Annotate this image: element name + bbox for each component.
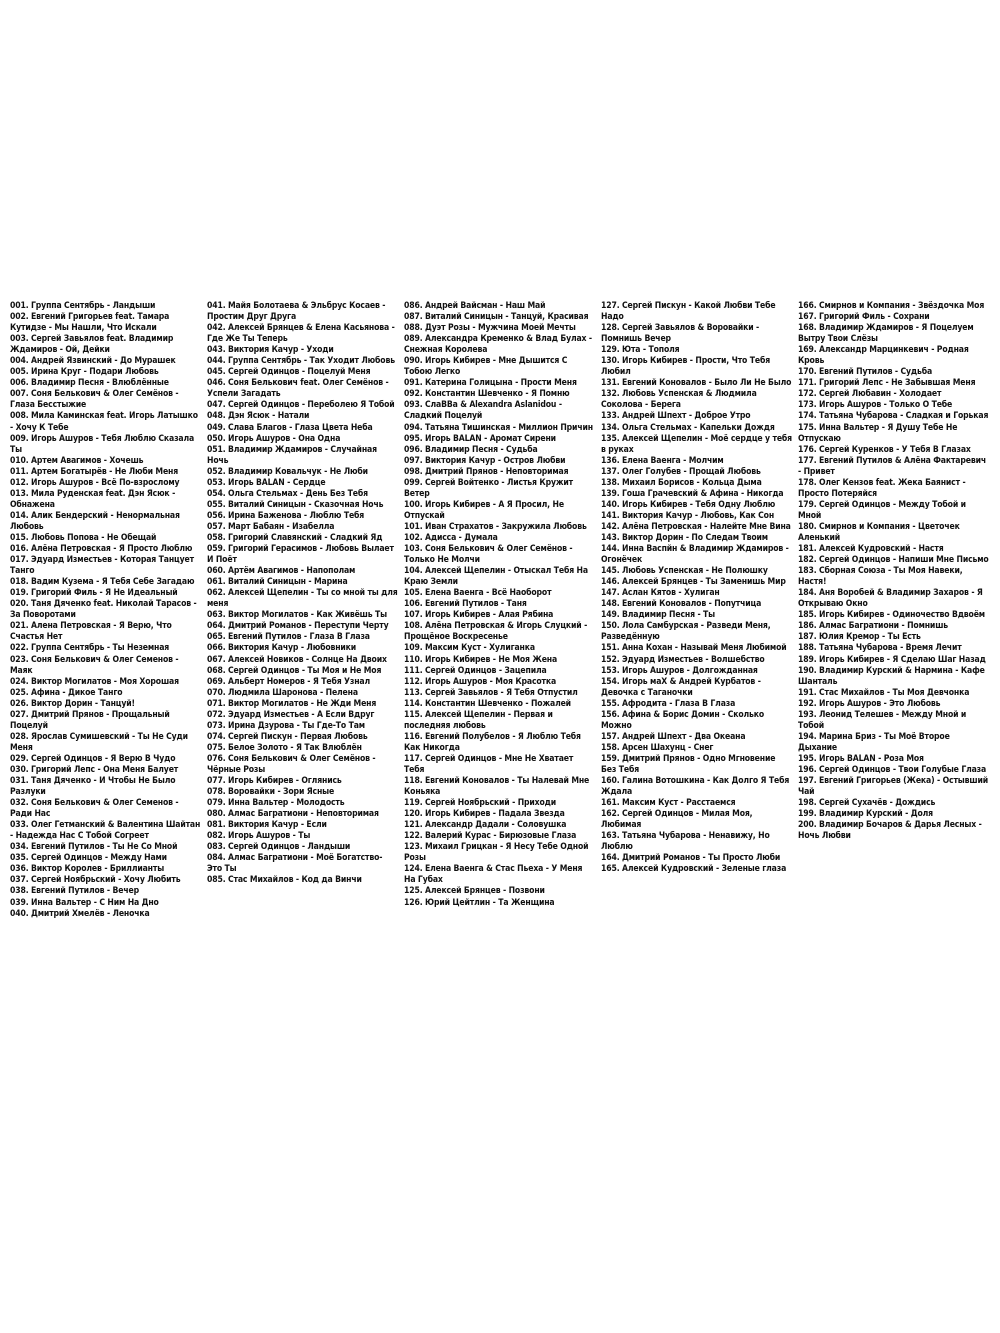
track-entry: 193. Леонид Телешев - Между Мной и Тобой [798, 709, 967, 731]
track-entry: 170. Евгений Путилов - Судьба [798, 367, 933, 378]
track-entry: 165. Алексей Кудровский - Зеленые глаза [601, 864, 787, 875]
track-entry: 150. Лола Самбурская - Разведи Меня, Разведённую [601, 621, 771, 643]
track-entry: 148. Евгений Коновалов - Попутчица [601, 599, 762, 610]
track-entry: 124. Елена Ваенга & Стас Пьеха - У Меня На Губах [404, 864, 583, 886]
track-entry: 001. Группа Сентябрь - Ландыши [10, 301, 156, 311]
track-entry: 200. Владимир Бочаров & Дарья Лесных - Ночь Любви [798, 820, 982, 842]
tracklist-column-2 [207, 301, 404, 1041]
track-entry: 189. Игорь Кибирев - Я Сделаю Шаг Назад [798, 654, 986, 665]
track-entry: 141. Виктория Качур - Любовь, Как Сон [601, 510, 775, 521]
track-entry: 063. Виктор Могилатов - Как Живёшь Ты [207, 610, 387, 621]
track-entry: 178. Олег Кензов feat. Жека Баянист - Просто Потеряйся [798, 477, 966, 499]
track-entry: 139. Гоша Грачевский & Афина - Никогда [601, 488, 784, 499]
track-entry: 136. Елена Ваенга - Молчим [601, 455, 724, 466]
track-entry: 137. Олег Голубев - Прощай Любовь [601, 466, 761, 477]
track-entry: 012. Игорь Ашуров - Всё По-взрослому [10, 477, 180, 488]
track-entry: 013. Мила Руденская feat. Дэн Ясюк - Обнажена [10, 488, 176, 510]
track-entry: 009. Игорь Ашуров - Тебя Люблю Сказала Ты [10, 433, 195, 455]
track-entry: 047. Сергей Одинцов - Переболею Я Тобой [207, 400, 395, 411]
track-entry: 087. Виталий Синицын - Танцуй, Красивая [404, 312, 589, 323]
track-entry: 111. Сергей Одинцов - Зацепила [404, 665, 547, 676]
track-entry: 011. Артем Богатырёв - Не Люби Меня [10, 466, 179, 477]
track-entry: 162. Сергей Одинцов - Милая Моя, Любимая [601, 809, 753, 831]
track-entry: 021. Алена Петровская - Я Верю, Что Счастья Нет [10, 621, 172, 643]
track-entry: 147. Аслан Кятов - Хулиган [601, 588, 720, 599]
track-entry: 005. Ирина Круг - Подари Любовь [10, 367, 159, 378]
track-entry: 016. Алёна Петровская - Я Просто Люблю [10, 544, 193, 555]
track-entry: 196. Сергей Одинцов - Твои Голубые Глаза [798, 764, 987, 775]
track-entry: 010. Артем Авагимов - Хочешь [10, 455, 144, 466]
track-entry: 059. Григорий Герасимов - Любовь Вылает И Поёт [207, 544, 394, 566]
track-entry: 160. Галина Вотошкина - Как Долго Я Тебя Ждала [601, 776, 790, 798]
track-entry: 153. Игорь Ашуров - Долгожданная [601, 665, 758, 676]
track-entry: 117. Сергей Одинцов - Мне Не Хватает Тебя [404, 753, 574, 775]
track-entry: 094. Татьяна Тишинская - Миллион Причин [404, 422, 593, 433]
track-entry: 050. Игорь Ашуров - Она Одна [207, 433, 341, 444]
track-entry: 176. Сергей Куренков - У Тебя В Глазах [798, 444, 971, 455]
track-entry: 093. СлаВВа & Alexandra Aslanidou - Сладкий Поцелуй [404, 400, 562, 422]
track-entry: 100. Игорь Кибирев - А Я Просил, Не Отпускай [404, 499, 564, 521]
track-entry: 105. Елена Ваенга - Всё Наоборот [404, 588, 552, 599]
tracklist-sheet [10, 301, 995, 1041]
track-entry: 143. Виктор Дорин - По Следам Твоим [601, 532, 768, 543]
track-entry: 161. Максим Куст - Расстаемся [601, 798, 736, 809]
track-entry: 171. Григорий Лепс - Не Забывшая Меня [798, 378, 976, 389]
track-entry: 109. Максим Куст - Хулиганка [404, 643, 535, 654]
track-entry: 099. Сергей Войтенко - Листья Кружит Ветер [404, 477, 573, 499]
track-entry: 194. Марина Бриз - Ты Моё Второе Дыхание [798, 731, 950, 753]
track-entry: 037. Сергей Ноябрьский - Хочу Любить [10, 875, 181, 886]
track-entry: 129. Юта - Тополя [601, 345, 680, 356]
track-entry: 166. Смирнов и Компания - Звёздочка Моя [798, 301, 985, 311]
track-entry: 067. Алексей Новиков - Солнце На Двоих [207, 654, 387, 665]
track-entry: 164. Дмитрий Романов - Ты Просто Люби [601, 853, 781, 864]
track-entry: 132. Любовь Успенская & Людмила Соколова - Берега [601, 389, 757, 411]
track-entry: 114. Константин Шевченко - Пожалей [404, 698, 571, 709]
track-entry: 156. Афина & Борис Домин - Сколько Можно [601, 709, 765, 731]
track-entry: 023. Соня Белькович & Олег Семенов - Маяк [10, 654, 179, 676]
track-entry: 187. Юлия Кремор - Ты Есть [798, 632, 921, 643]
track-entry: 026. Виктор Дорин - Танцуй! [10, 698, 135, 709]
track-entry: 104. Алексей Щепелин - Отыскал Тебя На Краю Земли [404, 566, 588, 588]
track-entry: 134. Ольга Стельмах - Капельки Дождя [601, 422, 775, 433]
track-entry: 090. Игорь Кибирев - Мне Дышится С Тобою Легко [404, 356, 568, 378]
track-entry: 098. Дмитрий Прянов - Неповторимая [404, 466, 569, 477]
track-entry: 130. Игорь Кибирев - Прости, Что Тебя Любил [601, 356, 771, 378]
track-entry: 154. Игорь маХ & Андрей Курбатов - Девочка с Таганочки [601, 676, 761, 698]
track-entry: 122. Валерий Курас - Бирюзовые Глаза [404, 831, 577, 842]
track-entry: 040. Дмитрий Хмелёв - Леночка [10, 908, 150, 919]
track-entry: 181. Алексей Кудровский - Настя [798, 544, 944, 555]
track-entry: 118. Евгений Коновалов - Ты Налевай Мне Коньяка [404, 776, 590, 798]
track-entry: 081. Виктория Качур - Если [207, 820, 327, 831]
track-entry: 175. Инна Вальтер - Я Душу Тебе Не Отпускаю [798, 422, 958, 444]
track-entry: 116. Евгений Полубелов - Я Люблю Тебя Как Никогда [404, 731, 581, 753]
track-entry: 028. Ярослав Сумишевский - Ты Не Суди Меня [10, 731, 188, 753]
track-entry: 049. Слава Благов - Глаза Цвета Неба [207, 422, 373, 433]
track-entry: 083. Сергей Одинцов - Ландыши [207, 842, 351, 853]
track-entry: 014. Алик Бендерский - Ненормальная Любовь [10, 510, 180, 532]
tracklist-column-5 [798, 301, 995, 1041]
track-entry: 076. Соня Белькович & Олег Семёнов - Чёрные Розы [207, 753, 376, 775]
track-entry: 075. Белое Золото - Я Так Влюблён [207, 742, 362, 753]
track-entry: 174. Татьяна Чубарова - Сладкая и Горькая [798, 411, 989, 422]
track-entry: 015. Любовь Попова - Не Обещай [10, 532, 157, 543]
track-entry: 046. Соня Белькович feat. Олег Семёнов - Успели Загадать [207, 378, 389, 400]
track-entry: 006. Владимир Песня - Влюблённые [10, 378, 169, 389]
track-entry: 058. Григорий Славянский - Сладкий Яд [207, 532, 383, 543]
track-entry: 052. Владимир Ковальчук - Не Люби [207, 466, 368, 477]
track-entry: 159. Дмитрий Прянов - Одно Мгновение Без Тебя [601, 753, 776, 775]
track-entry: 123. Михаил Грицкан - Я Несу Тебе Одной Розы [404, 842, 589, 864]
track-entry: 142. Алёна Петровская - Налейте Мне Вина [601, 521, 791, 532]
track-entry: 169. Александр Марцинкевич - Родная Кровь [798, 345, 969, 367]
track-entry: 102. Адисса - Думала [404, 532, 498, 543]
track-entry: 119. Сергей Ноябрьский - Приходи [404, 798, 557, 809]
track-entry: 068. Сергей Одинцов - Ты Моя и Не Моя [207, 665, 382, 676]
track-entry: 172. Сергей Любавин - Холодает [798, 389, 942, 400]
track-entry: 062. Алексей Щепелин - Ты со мной ты для меня [207, 588, 398, 610]
track-entry: 038. Евгений Путилов - Вечер [10, 886, 139, 897]
track-entry: 135. Алексей Щепелин - Моё сердце у тебя в руках [601, 433, 792, 455]
track-entry: 084. Алмас Багратиони - Моё Богатство- Это Ты [207, 853, 383, 875]
track-entry: 025. Афина - Дикое Танго [10, 687, 123, 698]
track-entry: 004. Андрей Язвинский - До Мурашек [10, 356, 176, 367]
track-entry: 089. Александра Кременко & Влад Булах - Снежная Королева [404, 334, 592, 356]
track-entry: 146. Алексей Брянцев - Ты Заменишь Мир [601, 577, 786, 588]
track-entry: 008. Мила Каминская feat. Игорь Латышко - Хочу К Тебе [10, 411, 198, 433]
track-entry: 182. Сергей Одинцов - Напиши Мне Письмо [798, 555, 989, 566]
track-entry: 184. Аня Воробей & Владимир Захаров - Я Открываю Окно [798, 588, 983, 610]
track-entry: 180. Смирнов и Компания - Цветочек Аленький [798, 521, 960, 543]
tracklist-column-4 [601, 301, 798, 1041]
track-entry: 034. Евгений Путилов - Ты Не Со Мной [10, 842, 178, 853]
track-entry: 188. Татьяна Чубарова - Время Лечит [798, 643, 962, 654]
track-entry: 061. Виталий Синицын - Марина [207, 577, 348, 588]
track-entry: 007. Соня Белькович & Олег Семёнов - Глаза Бесстыжие [10, 389, 179, 411]
track-entry: 030. Григорий Лепс - Она Меня Балует [10, 764, 179, 775]
track-entry: 085. Стас Михайлов - Код да Винчи [207, 875, 362, 886]
track-entry: 138. Михаил Борисов - Кольца Дыма [601, 477, 762, 488]
track-entry: 032. Соня Белькович & Олег Семенов - Ради Нас [10, 798, 179, 820]
track-entry: 057. Март Бабаян - Изабелла [207, 521, 335, 532]
track-entry: 127. Сергей Пискун - Какой Любви Тебе Надо [601, 301, 776, 323]
track-entry: 054. Ольга Стельмах - День Без Тебя [207, 488, 368, 499]
tracklist-column-1 [10, 301, 207, 1041]
track-entry: 107. Игорь Кибирев - Алая Рябина [404, 610, 554, 621]
track-entry: 106. Евгений Путилов - Таня [404, 599, 527, 610]
track-entry: 036. Виктор Королев - Бриллианты [10, 864, 165, 875]
track-entry: 080. Алмас Багратиони - Неповторимая [207, 809, 379, 820]
tracklist-column-3 [404, 301, 601, 1041]
track-entry: 044. Группа Сентябрь - Так Уходит Любовь [207, 356, 395, 367]
track-entry: 031. Таня Дяченко - И Чтобы Не Было Разлуки [10, 776, 176, 798]
track-entry: 195. Игорь BALAN - Роза Моя [798, 753, 924, 764]
track-entry: 192. Игорь Ашуров - Это Любовь [798, 698, 941, 709]
track-entry: 082. Игорь Ашуров - Ты [207, 831, 311, 842]
track-entry: 088. Дуэт Розы - Мужчина Моей Мечты [404, 323, 576, 334]
track-entry: 056. Ирина Баженова - Люблю Тебя [207, 510, 365, 521]
track-entry: 115. Алексей Щепелин - Первая и последняя любовь [404, 709, 553, 731]
track-entry: 070. Людмила Шаронова - Пелена [207, 687, 358, 698]
track-entry: 017. Эдуард Изместьев - Которая Танцует Танго [10, 555, 194, 577]
track-entry: 126. Юрий Цейтлин - Та Женщина [404, 897, 555, 908]
track-entry: 095. Игорь BALAN - Аромат Сирени [404, 433, 556, 444]
track-entry: 103. Соня Белькович & Олег Семёнов - Только Не Молчи [404, 544, 573, 566]
track-entry: 051. Владимир Ждамиров - Случайная Ночь [207, 444, 377, 466]
track-entry: 151. Анна Кохан - Называй Меня Любимой [601, 643, 787, 654]
track-entry: 190. Владимир Курский & Нармина - Кафе Шанталь [798, 665, 985, 687]
track-entry: 197. Евгений Григорьев (Жека) - Остывший Чай [798, 776, 988, 798]
track-entry: 167. Григорий Филь - Сохрани [798, 312, 930, 323]
track-entry: 158. Арсен Шахунц - Снег [601, 742, 714, 753]
track-entry: 060. Артём Авагимов - Напополам [207, 566, 356, 577]
track-entry: 183. Сборная Союза - Ты Моя Навеки, Настя! [798, 566, 963, 588]
track-entry: 092. Константин Шевченко - Я Помню [404, 389, 570, 400]
track-entry: 073. Ирина Дзурова - Ты Где-То Там [207, 720, 365, 731]
track-entry: 155. Афродита - Глаза В Глаза [601, 698, 736, 709]
track-entry: 157. Андрей Шпехт - Два Океана [601, 731, 746, 742]
track-entry: 053. Игорь BALAN - Сердце [207, 477, 326, 488]
track-entry: 019. Григорий Филь - Я Не Идеальный [10, 588, 178, 599]
track-entry: 179. Сергей Одинцов - Между Тобой и Мной [798, 499, 966, 521]
track-entry: 108. Алёна Петровская & Игорь Слуцкий - Прощёное Воскресенье [404, 621, 588, 643]
track-entry: 120. Игорь Кибирев - Падала Звезда [404, 809, 565, 820]
track-entry: 128. Сергей Завьялов & Воровайки - Помнишь Вечер [601, 323, 760, 345]
track-entry: 042. Алексей Брянцев & Елена Касьянова - Где Же Ты Теперь [207, 323, 395, 345]
track-entry: 045. Сергей Одинцов - Поцелуй Меня [207, 367, 371, 378]
track-entry: 091. Катерина Голицына - Прости Меня [404, 378, 577, 389]
track-entry: 002. Евгений Григорьев feat. Тамара Кутидзе - Мы Нашли, Что Искали [10, 312, 170, 334]
track-entry: 131. Евгений Коновалов - Было Ли Не Было [601, 378, 792, 389]
track-entry: 020. Таня Дяченко feat. Николай Тарасов - За Поворотами [10, 599, 197, 621]
track-entry: 048. Дэн Ясюк - Натали [207, 411, 310, 422]
track-entry: 074. Сергей Пискун - Первая Любовь [207, 731, 368, 742]
track-entry: 168. Владимир Ждамиров - Я Поцелуем Вытру Твои Слёзы [798, 323, 974, 345]
track-entry: 024. Виктор Могилатов - Моя Хорошая [10, 676, 179, 687]
track-entry: 055. Виталий Синицын - Сказочная Ночь [207, 499, 384, 510]
track-entry: 027. Дмитрий Прянов - Прощальный Поцелуй [10, 709, 170, 731]
track-entry: 071. Виктор Могилатов - Не Жди Меня [207, 698, 377, 709]
track-entry: 101. Иван Страхатов - Закружила Любовь [404, 521, 587, 532]
track-entry: 078. Воровайки - Зори Ясные [207, 787, 335, 798]
track-entry: 163. Татьяна Чубарова - Ненавижу, Но Люблю [601, 831, 770, 853]
track-entry: 069. Альберт Номеров - Я Тебя Узнал [207, 676, 370, 687]
track-entry: 144. Инна Васпйн & Владимир Ждамиров - Огонёчек [601, 544, 789, 566]
track-entry: 041. Майя Болотаева & Эльбрус Косаев - Простим Друг Друга [207, 301, 386, 323]
track-entry: 112. Игорь Ашуров - Моя Красотка [404, 676, 557, 687]
track-entry: 079. Инна Вальтер - Молодость [207, 798, 345, 809]
track-entry: 097. Виктория Качур - Остров Любви [404, 455, 566, 466]
track-entry: 110. Игорь Кибирев - Не Моя Жена [404, 654, 558, 665]
track-entry: 199. Владимир Курский - Доля [798, 809, 933, 820]
track-entry: 186. Алмас Багратиони - Помнишь [798, 621, 948, 632]
track-entry: 149. Владимир Песня - Ты [601, 610, 716, 621]
track-entry: 191. Стас Михайлов - Ты Моя Девчонка [798, 687, 970, 698]
track-entry: 113. Сергей Завьялов - Я Тебя Отпустил [404, 687, 578, 698]
track-entry: 086. Андрей Вайсман - Наш Май [404, 301, 546, 311]
track-entry: 066. Виктория Качур - Любовники [207, 643, 357, 654]
track-entry: 029. Сергей Одинцов - Я Верю В Чудо [10, 753, 176, 764]
track-entry: 145. Любовь Успенская - Не Полюшку [601, 566, 768, 577]
track-entry: 133. Андрей Шпехт - Доброе Утро [601, 411, 751, 422]
track-entry: 035. Сергей Одинцов - Между Нами [10, 853, 167, 864]
track-entry: 121. Александр Дадали - Соловушка [404, 820, 567, 831]
track-entry: 185. Игорь Кибирев - Одиночество Вдвоём [798, 610, 985, 621]
track-entry: 096. Владимир Песня - Судьба [404, 444, 538, 455]
track-entry: 152. Эдуард Изместьев - Волшебство [601, 654, 765, 665]
track-entry: 198. Сергей Сухачёв - Дождись [798, 798, 936, 809]
track-entry: 140. Игорь Кибирев - Тебя Одну Люблю [601, 499, 776, 510]
track-entry: 043. Виктория Качур - Уходи [207, 345, 334, 356]
track-entry: 065. Евгений Путилов - Глаза В Глаза [207, 632, 370, 643]
track-entry: 064. Дмитрий Романов - Переступи Черту [207, 621, 389, 632]
track-entry: 177. Евгений Путилов & Алёна Фактаревич - Привет [798, 455, 987, 477]
track-entry: 125. Алексей Брянцев - Позвони [404, 886, 545, 897]
track-entry: 173. Игорь Ашуров - Только О Тебе [798, 400, 953, 411]
track-entry: 003. Сергей Завьялов feat. Владимир Ждамиров - Ой, Дейки [10, 334, 174, 356]
track-entry: 072. Эдуард Изместьев - А Если Вдруг [207, 709, 375, 720]
track-entry: 018. Вадим Кузема - Я Тебя Себе Загадаю [10, 577, 195, 588]
track-entry: 022. Группа Сентябрь - Ты Неземная [10, 643, 170, 654]
track-entry: 033. Олег Гетманский & Валентина Шайтан - Надежда Нас С Тобой Согреет [10, 820, 201, 842]
track-entry: 077. Игорь Кибирев - Оглянись [207, 776, 342, 787]
track-entry: 039. Инна Вальтер - С Ним На Дно [10, 897, 159, 908]
